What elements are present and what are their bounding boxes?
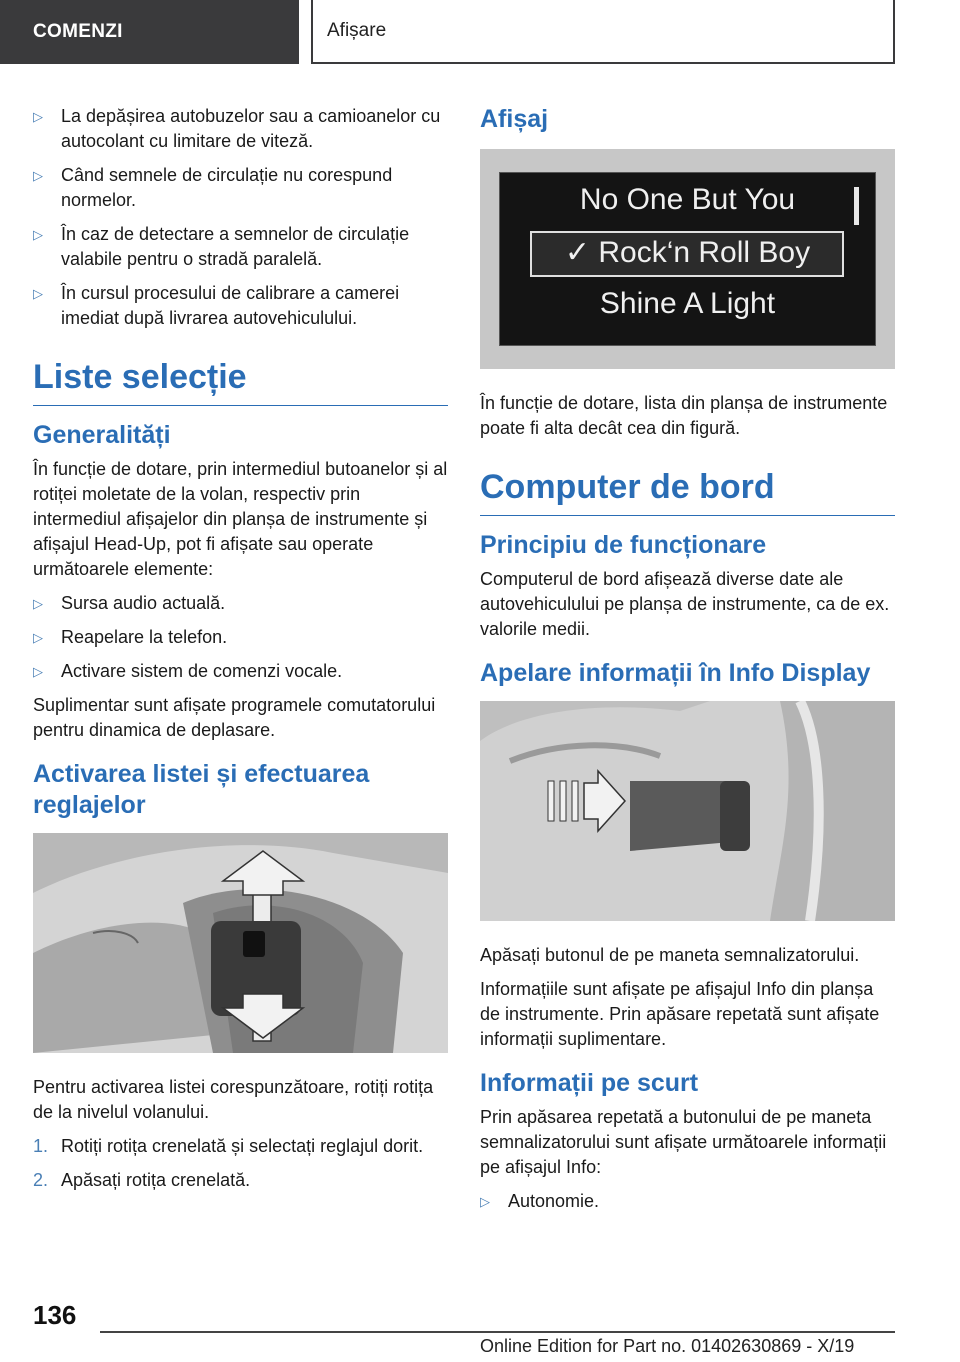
left-column — [33, 104, 448, 1202]
step-number: 2. — [33, 1170, 49, 1190]
instrument-display-screen — [499, 172, 876, 346]
topic-tab — [311, 0, 895, 64]
heading-informatii-scurt: Informații pe scurt — [480, 1069, 699, 1097]
heading-principiu: Principiu de funcționare — [480, 531, 767, 559]
topic-title: Afișare — [327, 20, 387, 41]
footer-divider — [100, 1331, 895, 1333]
list-item: ▷ În cursul procesului de calibrare a camerei imediat după livrarea autovehiculului. — [33, 283, 400, 328]
list-item: ▷ Sursa audio actuală. — [33, 591, 448, 616]
heading-liste-selectie: Liste selecție — [33, 357, 448, 406]
heading-afisaj: Afișaj — [480, 105, 549, 133]
heading-apelare-informatii: Apelare informații în Info Display — [480, 659, 871, 687]
section-title: COMENZI — [33, 21, 123, 42]
list-item: ▷ Când semnele de circulație nu corespund normelor. — [33, 165, 393, 210]
right-column — [480, 104, 895, 1223]
steering-wheel-image — [33, 833, 448, 1053]
paragraph-supplementary: Suplimentar sunt afișate programele comutatorului pentru dinamica de deplasare. — [33, 695, 436, 740]
triangle-bullet-icon: ▷ — [33, 109, 43, 124]
heading-activate-list: Activarea listei și efectuarea reglajelor — [33, 760, 370, 819]
paragraph-activate: Pentru activarea listei corespunzătoare, rotiți rotița de la nivelul volanului. — [33, 1077, 434, 1122]
list-item: ▷ Reapelare la telefon. — [33, 625, 448, 650]
step-item: 1. Rotiți rotița crenelată și selectați reglajul dorit. — [33, 1134, 448, 1159]
list-item: ▷ În caz de detectare a semnelor de circulație valabile pentru o stradă paralelă. — [33, 224, 410, 269]
triangle-bullet-icon: ▷ — [33, 664, 43, 679]
list-item: ▷ Autonomie. — [480, 1189, 895, 1214]
triangle-bullet-icon: ▷ — [33, 286, 43, 301]
triangle-bullet-icon: ▷ — [33, 630, 43, 645]
steering-wheel-illustration — [33, 833, 448, 1053]
display-item: Shine A Light — [599, 287, 776, 320]
step-item: 2. Apăsați rotița crenelată. — [33, 1168, 448, 1193]
section-tab — [0, 0, 299, 64]
triangle-bullet-icon: ▷ — [33, 227, 43, 242]
display-item-selected: ✓ Rock‘n Roll Boy — [564, 236, 811, 269]
paragraph-call-1: Apăsați butonul de pe maneta semnalizatorului. — [480, 945, 860, 965]
heading-generalitati: Generalități — [33, 421, 171, 449]
paragraph-general: În funcție de dotare, prin intermediul butoanelor și al rotiței moletate de la volan, respectiv prin intermediul afișajelor din planșa de instrumente și afișajul Head-Up, pot fi afișate sau operate următoarele elemente: — [33, 459, 448, 579]
display-illustration — [480, 149, 895, 369]
display-item: No One But You — [579, 183, 796, 216]
triangle-bullet-icon: ▷ — [33, 596, 43, 611]
list-item: ▷ Activare sistem de comenzi vocale. — [33, 659, 448, 684]
step-number: 1. — [33, 1136, 49, 1156]
turn-signal-lever-illustration — [480, 701, 895, 921]
general-bullet-list — [33, 591, 448, 684]
paragraph-principle: Computerul de bord afișează diverse date ale autovehiculului pe planșa de instrumente, ca de ex. valorile medii. — [480, 569, 890, 639]
short-bullet-list — [480, 1189, 895, 1214]
triangle-bullet-icon: ▷ — [33, 168, 43, 183]
turn-signal-lever-image — [480, 701, 895, 921]
paragraph-call-2: Informațiile sunt afișate pe afișajul Info din planșa de instrumente. Prin apăsare repetată sunt afișate informații suplimentare. — [480, 979, 880, 1049]
page-number: 136 — [33, 1300, 77, 1330]
steps-list — [33, 1134, 448, 1193]
intro-bullet-list — [33, 104, 448, 331]
paragraph-display: În funcție de dotare, lista din planșa de instrumente poate fi alta decât cea din figură. — [480, 393, 888, 438]
list-item: ▷ La depășirea autobuzelor sau a camioanelor cu autocolant cu limitare de viteză. — [33, 106, 441, 151]
edition-note: Online Edition for Part no. 01402630869 - X/19 — [480, 1336, 855, 1356]
heading-computer-de-bord: Computer de bord — [480, 467, 895, 516]
paragraph-short: Prin apăsarea repetată a butonului de pe maneta semnalizatorului sunt afișate următoarele informații pe afișajul Info: — [480, 1107, 887, 1177]
triangle-bullet-icon: ▷ — [480, 1194, 490, 1209]
